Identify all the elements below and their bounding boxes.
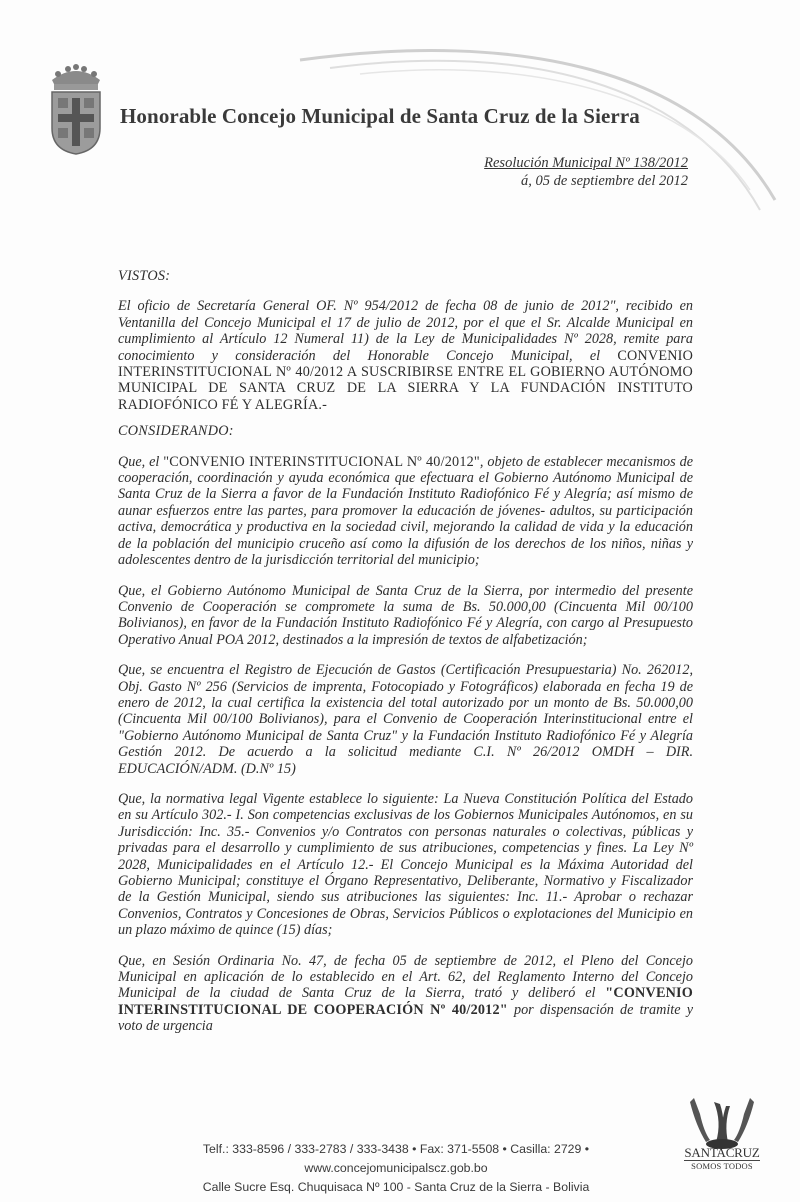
resolution-date: á, 05 de septiembre del 2012 [521, 173, 688, 189]
document-body [118, 268, 693, 1035]
resolution-block [484, 154, 688, 190]
p1-highlight: "CONVENIO INTERINSTITUCIONAL Nº 40/2012" [163, 453, 480, 470]
logo-slogan: SOMOS TODOS [684, 1160, 760, 1172]
considerando-paragraph-5 [118, 953, 693, 1035]
council-title: Honorable Concejo Municipal de Santa Cruz de la Sierra [120, 104, 640, 128]
footer [116, 1140, 676, 1197]
p5-highlight: "CONVENIO INTERINSTITUCIONAL DE COOPERACIÓN Nº 40/2012" [118, 985, 694, 1018]
p5-lead: Que, en Sesión Ordinaria No. 47, de fecha 05 de septiembre de 2012, el Pleno del Concejo Municipal en aplicación de lo establecido en el Art. 62, del Reglamento Interno del Concejo Municipal de la ciudad de Santa Cruz de la Sierra, trató y deliberó el [118, 952, 693, 1002]
p5-rest: por dispensación de tramite y voto de urgencia [118, 1001, 693, 1035]
considerando-paragraph-1 [118, 454, 693, 569]
resolution-number: Resolución Municipal Nº 138/2012 [484, 155, 688, 171]
coat-of-arms-icon [44, 58, 108, 156]
considerando-heading: CONSIDERANDO: [118, 423, 234, 440]
vistos-highlight: CONVENIO INTERINSTITUCIONAL Nº 40/2012 A SUSCRIBIRSE ENTRE EL GOBIERNO AUTÓNOMO MUNICIPAL DE SANTA CRUZ DE LA SIERRA Y LA FUNDACIÓN INSTITUTO RADIOFÓNICO FÉ Y ALEGRÍA.- [118, 347, 694, 413]
logo-name: SANTACRUZ [684, 1145, 760, 1160]
vistos-text: El oficio de Secretaría General OF. Nº 954/2012 de fecha 08 de junio de 2012", recibido en Ventanilla del Concejo Municipal el 17 de julio de 2012, por el que el Sr. Alcalde Municipal en cumplimiento al Artículo 12 Numeral 11) de la Ley de Municipalidades Nº 2028, remite para conocimiento y consideración del Honorable Concejo Municipal, el [118, 298, 693, 364]
logo-wordmark [684, 1146, 760, 1172]
considerando-paragraph-2: Que, el Gobierno Autónomo Municipal de Santa Cruz de la Sierra, por intermedio del presente Convenio de Cooperación se compromete la suma de Bs. 50.000,00 (Cincuenta Mil 00/100 Bolivianos), en favor de la Fundación Instituto Radiofónico Fé y Alegría, con cargo al Presupuesto Operativo Anual POA 2012, destinados a la impresión de textos de alfabetización; [118, 582, 693, 648]
considerando-paragraph-3: Que, se encuentra el Registro de Ejecución de Gastos (Certificación Presupuestaria) No. 262012, Obj. Gasto Nº 256 (Servicios de imprenta, Fotocopiado y Fotográficos) elaborada en fecha 19 de enero de 2012, la cual certifica la existencia del total autorizado por un monto de Bs. 50.000,00 (Cincuenta Mil 00/100 Bolivianos), para el Convenio de Cooperación Interinstitucional entre el "Gobierno Autónomo Municipal de Santa Cruz" y la Fundación Instituto Radiofónico Fé y Alegría Gestión 2012. De acuerdo a la solicitud mediante C.I. Nº 26/2012 OMDH – DIR. EDUCACIÓN/ADM. (D.Nº 15) [118, 662, 693, 777]
vistos-paragraph [118, 298, 693, 413]
p1-rest: , objeto de establecer mecanismos de cooperación, coordinación y ayuda económica que efectuara el Gobierno Autónomo Municipal de Santa Cruz de la Sierra a favor de la Fundación Instituto Radiofónico Fé y Alegría; así mismo de aunar esfuerzos entre las partes, para promover la educación de jóvenes- adultos, su participación activa, democrática y productiva en la sociedad civil, mejorando la calidad de vida y la educación de la población del municipio cruceño así como la difusión de los derechos de los niños, niñas y adolescentes dentro de la jurisdicción territorial del municipio; [118, 453, 693, 569]
header-swoosh-decoration [0, 0, 800, 260]
p1-lead: Que, el [118, 453, 160, 470]
vistos-heading: VISTOS: [118, 268, 171, 284]
considerando-paragraph-4: Que, la normativa legal Vigente establece lo siguiente: La Nueva Constitución Política del Estado en su Artículo 302.- I. Son competencias exclusivas de los Gobiernos Municipales Autónomos, en su Jurisdicción: Inc. 35.- Convenios y/o Contratos con personas naturales o colectivas, públicas y privadas para el desarrollo y cumplimiento de sus atribuciones, competencias y fines. La Ley Nº 2028, Municipalidades en el Artículo 12.- El Concejo Municipal es la Máxima Autoridad del Gobierno Municipal; constituye el Órgano Representativo, Deliberante, Normativo y Fiscalizador de la Gestión Municipal, siendo sus atribuciones las siguientes: Inc. 11.- Aprobar o rechazar Convenios, Contratos y Concesiones de Obras, Servicios Públicos o explotaciones del Municipio en un plazo máximo de quince (15) días; [118, 790, 693, 939]
footer-contact: Telf.: 333-8596 / 333-2783 / 333-3438 • Fax: 371-5508 • Casilla: 2729 • www.concejomunicipalscz.gob.bo [202, 1142, 590, 1175]
footer-address: Calle Sucre Esq. Chuquisaca Nº 100 - Santa Cruz de la Sierra - Bolivia [202, 1180, 590, 1194]
